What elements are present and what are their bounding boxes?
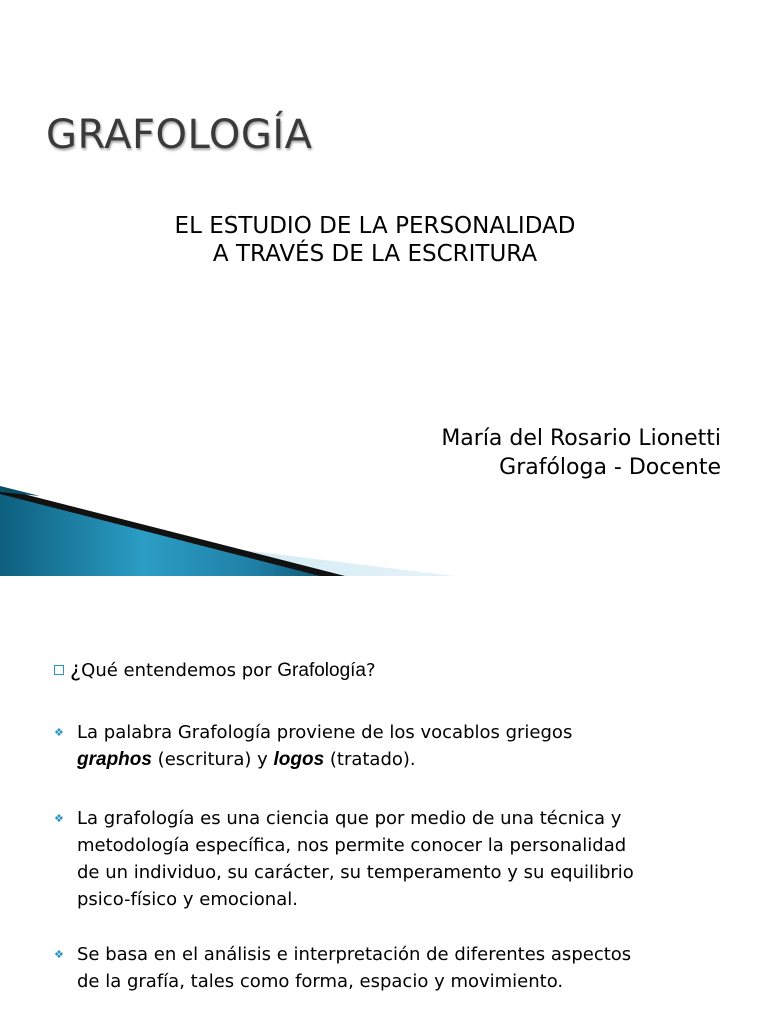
- bullet-text-line: de un individuo, su carácter, su temperamento y su equilibrio: [77, 862, 634, 883]
- question-term: Grafología: [277, 660, 366, 681]
- term-graphos: graphos: [77, 749, 152, 770]
- diamond-bullet-icon: ❖: [54, 726, 64, 739]
- inverted-question-mark: ¿: [70, 657, 82, 681]
- question-text: Qué entendemos por: [81, 660, 278, 681]
- bullet-text-line: de la grafía, tales como forma, espacio y movimiento.: [77, 971, 564, 992]
- term-graphos-meaning: (escritura) y: [151, 749, 274, 770]
- bullet-text-line: [77, 746, 734, 773]
- author-name: María del Rosario Lionetti: [441, 426, 721, 451]
- author-block: [441, 424, 721, 482]
- bullet-item: [54, 805, 734, 913]
- bullet-text: La palabra Grafología proviene de los vocablos griegos: [77, 722, 573, 743]
- slide-title: GRAFOLOGÍA: [46, 112, 313, 158]
- slide-subtitle: [100, 212, 650, 268]
- diamond-bullet-icon: ❖: [54, 948, 64, 961]
- decorative-swoosh: [0, 480, 768, 576]
- subtitle-line: EL ESTUDIO DE LA PERSONALIDAD: [174, 213, 576, 239]
- bullet-item: [54, 719, 734, 773]
- term-logos: logos: [273, 749, 325, 770]
- diamond-bullet-icon: ❖: [54, 812, 64, 825]
- bullet-text-line: Se basa en el análisis e interpretación de diferentes aspectos: [77, 944, 632, 965]
- bullet-text-line: metodología específica, nos permite conocer la personalidad: [77, 835, 627, 856]
- question-line: [54, 657, 376, 682]
- bullet-text-line: psico-físico y emocional.: [77, 889, 298, 910]
- bullet-text-line: La grafología es una ciencia que por medio de una técnica y: [77, 808, 622, 829]
- author-role: Grafóloga - Docente: [499, 455, 721, 480]
- square-outline-icon: [54, 665, 64, 675]
- subtitle-line: A TRAVÉS DE LA ESCRITURA: [212, 241, 538, 267]
- term-logos-meaning: (tratado).: [324, 749, 416, 770]
- bullet-item: [54, 941, 734, 995]
- question-end: ?: [366, 660, 376, 681]
